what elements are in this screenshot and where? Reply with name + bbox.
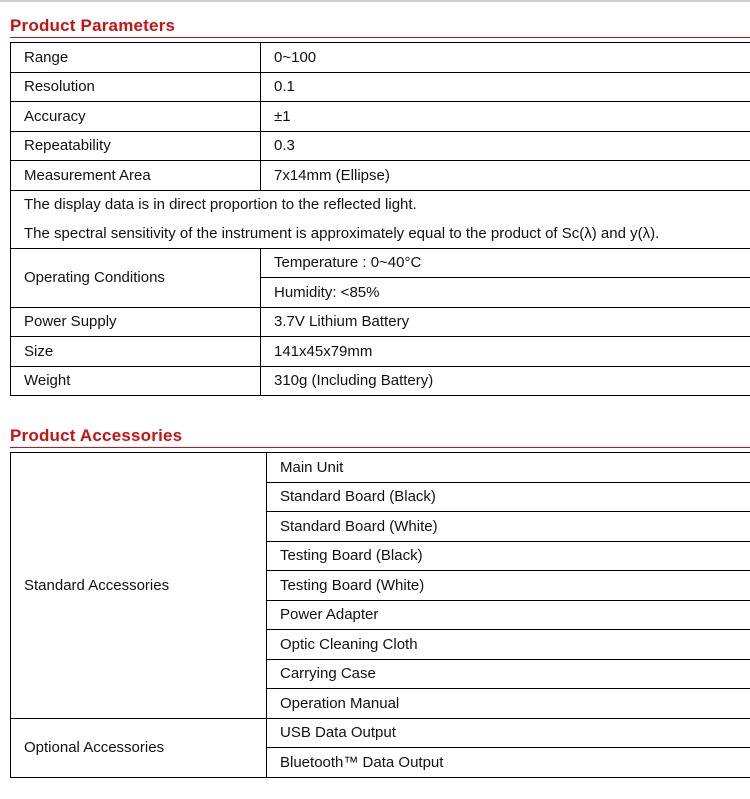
accessory-item: Testing Board (Black) [267, 541, 750, 571]
accessory-item: USB Data Output [267, 718, 750, 748]
accessory-item: Optic Cleaning Cloth [267, 630, 750, 660]
accessory-item: Operation Manual [267, 689, 750, 719]
top-divider [0, 0, 750, 2]
params-header [10, 16, 750, 38]
table-row [11, 43, 750, 73]
param-value-humidity: Humidity: <85% [261, 278, 750, 308]
table-row [11, 248, 750, 278]
accessory-item: Power Adapter [267, 600, 750, 630]
table-row [11, 366, 750, 396]
param-value-temperature: Temperature : 0~40°C [261, 248, 750, 278]
param-note-spectral-sensitivity: The spectral sensitivity of the instrument is approximately equal to the product of Sc(λ) and y(λ). [11, 219, 750, 248]
accessories-header [10, 426, 750, 448]
table-row [11, 190, 750, 219]
table-row [11, 72, 750, 102]
table-row [11, 102, 750, 132]
accessory-item: Main Unit [267, 453, 750, 483]
param-value: 141x45x79mm [261, 337, 750, 367]
table-row [11, 219, 750, 248]
param-label: Resolution [11, 72, 261, 102]
param-value: 0.3 [261, 131, 750, 161]
param-label-operating-conditions: Operating Conditions [11, 248, 261, 307]
table-row [11, 161, 750, 191]
param-label: Range [11, 43, 261, 73]
table-row [11, 718, 750, 748]
param-note-reflected-light: The display data is in direct proportion to the reflected light. [11, 190, 750, 219]
table-row [11, 337, 750, 367]
param-value: 0~100 [261, 43, 750, 73]
param-label: Power Supply [11, 307, 261, 337]
param-value: 3.7V Lithium Battery [261, 307, 750, 337]
params-title: Product Parameters [10, 16, 176, 35]
params-title-rule [10, 37, 750, 38]
param-value: 0.1 [261, 72, 750, 102]
accessories-table [10, 452, 750, 778]
accessory-item: Standard Board (Black) [267, 482, 750, 512]
accessory-item: Bluetooth™ Data Output [267, 748, 750, 778]
accessory-category-optional: Optional Accessories [11, 718, 267, 777]
param-label: Weight [11, 366, 261, 396]
accessories-title-rule [10, 447, 750, 448]
param-value: 310g (Including Battery) [261, 366, 750, 396]
param-label: Accuracy [11, 102, 261, 132]
accessory-item: Carrying Case [267, 659, 750, 689]
accessory-item: Standard Board (White) [267, 512, 750, 542]
param-value: ±1 [261, 102, 750, 132]
table-row [11, 131, 750, 161]
param-label: Repeatability [11, 131, 261, 161]
accessory-category-standard: Standard Accessories [11, 453, 267, 719]
accessories-title: Product Accessories [10, 426, 183, 445]
param-label: Size [11, 337, 261, 367]
params-table [10, 42, 750, 396]
param-value: 7x14mm (Ellipse) [261, 161, 750, 191]
table-row [11, 307, 750, 337]
table-row [11, 453, 750, 483]
param-label: Measurement Area [11, 161, 261, 191]
accessory-item: Testing Board (White) [267, 571, 750, 601]
